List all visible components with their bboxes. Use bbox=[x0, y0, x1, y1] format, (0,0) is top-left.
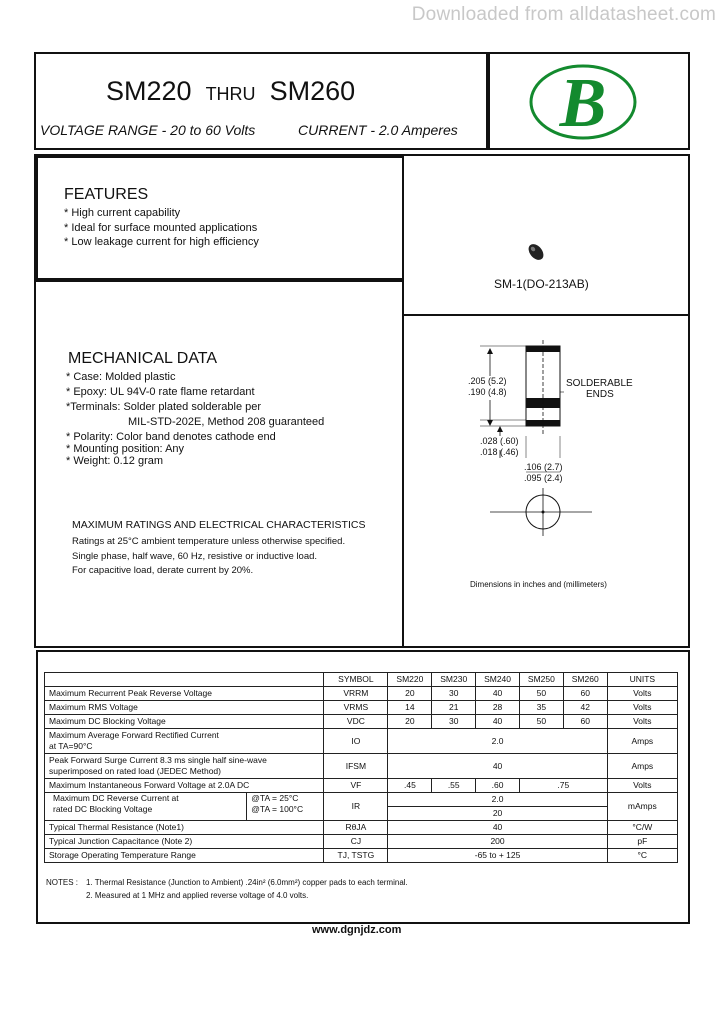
row-symbol: IFSM bbox=[324, 754, 388, 779]
right-divider bbox=[404, 314, 690, 316]
note-2: 2. Measured at 1 MHz and applied reverse voltage of 4.0 volts. bbox=[86, 891, 309, 900]
part-end: SM260 bbox=[269, 76, 356, 106]
reverse-current-label-split bbox=[45, 793, 323, 820]
cell-value: 30 bbox=[432, 687, 476, 701]
page-title bbox=[106, 76, 355, 107]
ratings-table bbox=[44, 672, 678, 863]
cell-value: 2.0 bbox=[388, 729, 607, 754]
row-label: Typical Thermal Resistance (Note1) bbox=[45, 821, 324, 835]
row-symbol: IR bbox=[324, 793, 388, 821]
cell-value: 14 bbox=[388, 701, 432, 715]
table-row bbox=[45, 715, 678, 729]
cell-value: 20 bbox=[388, 715, 432, 729]
row-symbol: IO bbox=[324, 729, 388, 754]
logo-letter: B bbox=[559, 65, 607, 142]
dim-length-max: .205 (5.2) bbox=[468, 376, 507, 386]
package-diode-icon bbox=[524, 240, 548, 264]
cell-value: .55 bbox=[432, 779, 476, 793]
dim-dia-min: .095 (2.4) bbox=[524, 473, 563, 483]
table-row bbox=[45, 779, 678, 793]
cell-value: 40 bbox=[476, 715, 520, 729]
row-symbol: CJ bbox=[324, 835, 388, 849]
row-symbol: VRRM bbox=[324, 687, 388, 701]
cell-value: 40 bbox=[388, 821, 607, 835]
cell-value: 35 bbox=[519, 701, 563, 715]
condition-line: @TA = 25°C bbox=[251, 793, 299, 803]
cell-value: -65 to + 125 bbox=[388, 849, 607, 863]
row-label bbox=[45, 729, 324, 754]
row-unit: pF bbox=[607, 835, 677, 849]
table-row bbox=[45, 835, 678, 849]
row-unit: Volts bbox=[607, 779, 677, 793]
row-label: Maximum DC Blocking Voltage bbox=[45, 715, 324, 729]
header-sm250: SM250 bbox=[519, 673, 563, 687]
cell-value: .45 bbox=[388, 779, 432, 793]
header-sm220: SM220 bbox=[388, 673, 432, 687]
ratings-title: MAXIMUM RATINGS AND ELECTRICAL CHARACTERISTICS bbox=[72, 519, 366, 531]
row-label: Maximum RMS Voltage bbox=[45, 701, 324, 715]
ratings-lines bbox=[72, 535, 345, 579]
row-unit: Amps bbox=[607, 729, 677, 754]
row-label: Maximum Recurrent Peak Reverse Voltage bbox=[45, 687, 324, 701]
cell-value: 60 bbox=[563, 687, 607, 701]
cell-value: 42 bbox=[563, 701, 607, 715]
cell-value: 40 bbox=[388, 754, 607, 779]
row-unit: Amps bbox=[607, 754, 677, 779]
mech-item: * Mounting position: Any bbox=[66, 443, 185, 455]
header-symbol: SYMBOL bbox=[324, 673, 388, 687]
cell-value: 50 bbox=[519, 715, 563, 729]
row-unit: Volts bbox=[607, 701, 677, 715]
cell-value: .75 bbox=[519, 779, 607, 793]
row-symbol: VRMS bbox=[324, 701, 388, 715]
cell-value: 200 bbox=[388, 835, 607, 849]
row-label bbox=[45, 793, 324, 821]
features-list bbox=[64, 206, 259, 250]
mech-item: *Terminals: Solder plated solderable per bbox=[66, 401, 262, 413]
cell-value: 20 bbox=[388, 807, 607, 821]
current-rating: CURRENT - 2.0 Amperes bbox=[298, 122, 458, 138]
header-units: UNITS bbox=[607, 673, 677, 687]
row-label-line: superimposed on rated load (JEDEC Method) bbox=[49, 766, 221, 776]
condition-line: @TA = 100°C bbox=[251, 804, 304, 814]
cell-value: 2.0 bbox=[388, 793, 607, 807]
row-label: Typical Junction Capacitance (Note 2) bbox=[45, 835, 324, 849]
watermark-text: Downloaded from alldatasheet.com bbox=[411, 4, 716, 25]
feature-item: * Low leakage current for high efficiency bbox=[64, 236, 259, 248]
part-start: SM220 bbox=[106, 76, 192, 106]
table-row bbox=[45, 754, 678, 779]
mech-item: * Epoxy: UL 94V-0 rate flame retardant bbox=[66, 386, 255, 398]
row-label-line: Maximum Average Forward Rectified Current bbox=[49, 730, 219, 740]
mechanical-title: MECHANICAL DATA bbox=[68, 350, 218, 367]
column-divider bbox=[402, 156, 404, 648]
thru-label: THRU bbox=[205, 84, 256, 104]
cell-value: 20 bbox=[388, 687, 432, 701]
table-row bbox=[45, 849, 678, 863]
footer-url: www.dgnjdz.com bbox=[312, 924, 402, 936]
row-unit: mAmps bbox=[607, 793, 677, 821]
table-row bbox=[45, 793, 678, 807]
ratings-line: Single phase, half wave, 60 Hz, resistive or inductive load. bbox=[72, 550, 318, 562]
cell-value: .60 bbox=[476, 779, 520, 793]
table-header-row bbox=[45, 673, 678, 687]
dim-band-min: .018 (.46) bbox=[480, 447, 519, 457]
row-unit: Volts bbox=[607, 715, 677, 729]
table-row bbox=[45, 729, 678, 754]
mech-item: * Weight: 0.12 gram bbox=[66, 455, 164, 467]
cell-value: 40 bbox=[476, 687, 520, 701]
row-unit: °C bbox=[607, 849, 677, 863]
mech-top-rule bbox=[36, 280, 404, 282]
header-sm240: SM240 bbox=[476, 673, 520, 687]
cell-value: 50 bbox=[519, 687, 563, 701]
row-label: Storage Operating Temperature Range bbox=[45, 849, 324, 863]
row-unit: °C/W bbox=[607, 821, 677, 835]
table-row bbox=[45, 687, 678, 701]
voltage-range: VOLTAGE RANGE - 20 to 60 Volts bbox=[40, 122, 256, 138]
features-title: FEATURES bbox=[64, 186, 149, 203]
dimension-diagram bbox=[440, 340, 680, 540]
feature-item: * Ideal for surface mounted applications bbox=[64, 221, 258, 234]
row-symbol: RθJA bbox=[324, 821, 388, 835]
dim-length-min: .190 (4.8) bbox=[468, 387, 507, 397]
note-1: 1. Thermal Resistance (Junction to Ambient) .24in² (6.0mm²) copper pads to each terminal. bbox=[86, 878, 408, 887]
row-label bbox=[45, 754, 324, 779]
mech-item: * Polarity: Color band denotes cathode end bbox=[66, 431, 276, 443]
row-symbol: VDC bbox=[324, 715, 388, 729]
notes-label: NOTES : bbox=[46, 878, 79, 887]
feature-item: * High current capability bbox=[64, 207, 181, 219]
ratings-line: Ratings at 25°C ambient temperature unless otherwise specified. bbox=[72, 536, 346, 547]
cell-value: 21 bbox=[432, 701, 476, 715]
cell-value: 30 bbox=[432, 715, 476, 729]
solderable-ends-label: ENDS bbox=[586, 389, 614, 400]
row-symbol: TJ, TSTG bbox=[324, 849, 388, 863]
dimension-caption: Dimensions in inches and (millimeters) bbox=[470, 580, 607, 589]
mech-item: MIL-STD-202E, Method 208 guaranteed bbox=[128, 416, 325, 428]
mech-item: * Case: Molded plastic bbox=[66, 371, 176, 383]
solderable-label: SOLDERABLE bbox=[566, 378, 633, 389]
mechanical-list bbox=[66, 370, 324, 469]
dim-band-max: .028 (.60) bbox=[480, 436, 519, 446]
row-unit: Volts bbox=[607, 687, 677, 701]
reverse-current-labels bbox=[45, 793, 247, 820]
dim-dia-max: .106 (2.7) bbox=[524, 462, 563, 472]
row-label-line: at TA=90°C bbox=[49, 741, 93, 751]
cell-value: 28 bbox=[476, 701, 520, 715]
row-label-line: Maximum DC Reverse Current at bbox=[53, 793, 179, 803]
table-row bbox=[45, 701, 678, 715]
header-sm260: SM260 bbox=[563, 673, 607, 687]
brand-logo bbox=[528, 62, 638, 142]
row-label: Maximum Instantaneous Forward Voltage at 2.0A DC bbox=[45, 779, 324, 793]
header-sm230: SM230 bbox=[432, 673, 476, 687]
row-label-line: Peak Forward Surge Current 8.3 ms single half sine-wave bbox=[49, 755, 267, 765]
ratings-line: For capacitive load, derate current by 20%. bbox=[72, 565, 254, 576]
reverse-current-conditions bbox=[247, 793, 323, 820]
cell-value: 60 bbox=[563, 715, 607, 729]
row-symbol: VF bbox=[324, 779, 388, 793]
row-label-line: rated DC Blocking Voltage bbox=[53, 804, 153, 814]
table-row bbox=[45, 821, 678, 835]
package-label: SM-1(DO-213AB) bbox=[494, 277, 589, 291]
